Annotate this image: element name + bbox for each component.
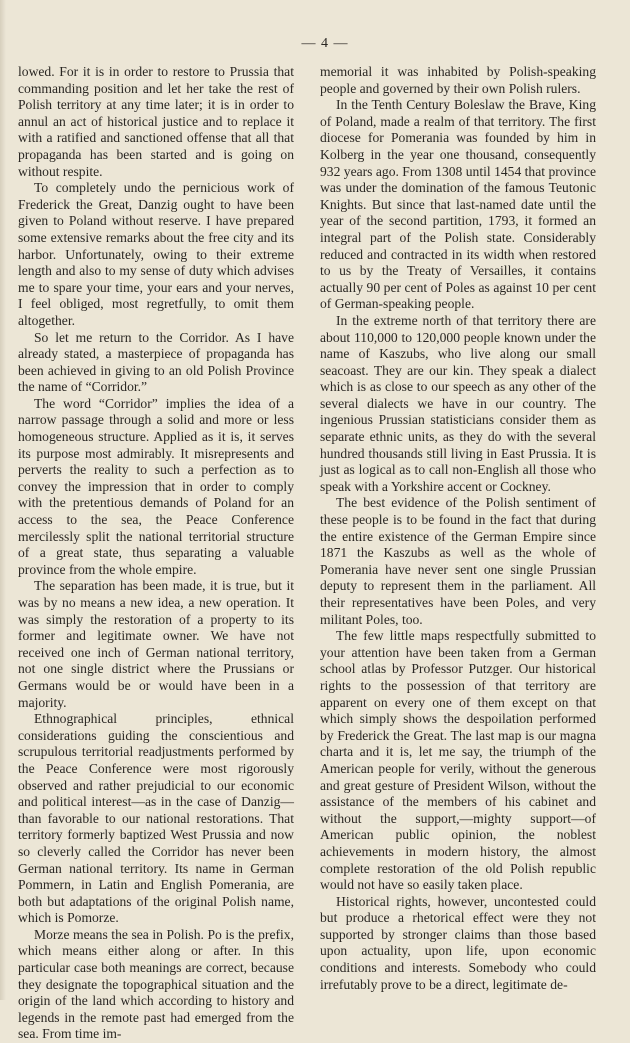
paragraph: Ethnographical principles, ethnical considerations guiding the conscientious and scrupulous territorial readjustments performed by the Peace Conference were most rigorously observed and rather prejudicial to our economic and political interest—as in the case of Danzig—than favorable to our national restorations. That territory formerly baptized West Prussia and now so cleverly called the Corridor has never been German national territory. Its name in German Pommern, in Latin and English Pomerania, are both but adaptations of the original Polish name, which is Pomorze.	[18, 711, 294, 926]
paragraph: The best evidence of the Polish sentiment of these people is to be found in the fact that during the entire existence of the German Empire since 1871 the Kaszubs as well as the whole of Pomerania have never sent one single Prussian deputy to represent them in the parliament. All their representatives have been Poles, and very militant Poles, too.	[320, 495, 596, 627]
paragraph: To completely undo the pernicious work of Frederick the Great, Danzig ought to have been given to Poland without reserve. I have prepared some extensive remarks about the free city and its harbor. Unfortunately, owing to their extreme length and also to my sense of duty which advises me to spare your time, your ears and your nerves, I feel obliged, most regretfully, to omit them altogether.	[18, 180, 294, 328]
paragraph: lowed. For it is in order to restore to Prussia that commanding position and let her take the rest of Polish territory at any time later; it is in order to annul an act of historical justice and to replace it with a ratified and sanctioned offense that all that propaganda has been started and is going on without respite.	[18, 64, 294, 179]
paragraph: So let me return to the Corridor. As I have already stated, a masterpiece of propaganda has been achieved in giving to an old Polish Province the name of “Corridor.”	[18, 329, 294, 395]
paragraph: Historical rights, however, uncontested could but produce a rhetorical effect were they not supported by stronger claims than those based upon actuality, upon life, upon economic conditions and interests. Somebody who could irrefutably prove to be a direct, legitimate de-	[320, 893, 596, 992]
page-fold-shadow	[0, 0, 6, 1000]
left-column	[18, 64, 294, 1043]
page-number: — 4 —	[301, 36, 349, 51]
paragraph: In the Tenth Century Boleslaw the Brave, King of Poland, made a realm of that territory. The first diocese for Pomerania was founded by him in Kolberg in the year one thousand, consequently 932 years ago. From 1308 until 1454 that province was under the domination of the famous Teutonic Knights. But since that last-named date until the year of the second partition, 1793, it formed an integral part of the Polish state. Considerably reduced and contracted in its width when restored to us by the Treaty of Versailles, it contains actually 90 per cent of Poles as against 10 per cent of German-speaking people.	[320, 97, 596, 312]
paragraph: In the extreme north of that territory there are about 110,000 to 120,000 people known under the name of Kaszubs, who live along our small seacoast. They are our kin. They speak a dialect which is as close to our speech as any other of the several dialects we have in our country. The ingenious Prussian statisticians consider them as separate ethnic units, as they do with the several hundred thousands still living in East Prussia. It is just as logical as to call non-English all those who speak with a Yorkshire accent or Cockney.	[320, 312, 596, 494]
paragraph: The separation has been made, it is true, but it was by no means a new idea, a new operation. It was simply the restoration of a property to its former and legitimate owner. We have not received one inch of German national territory, not one single district where the Prussians or Germans would be or would have been in a majority.	[18, 578, 294, 710]
right-column	[320, 64, 596, 993]
paragraph: memorial it was inhabited by Polish-speaking people and governed by their own Polish rulers.	[320, 64, 596, 96]
paragraph: The few little maps respectfully submitted to your attention have been taken from a German school atlas by Professor Putzger. Our historical rights to the possession of that territory are apparent on every one of them except on that which simply shows the despoilation performed by Frederick the Great. The last map is our magna charta and it is, let me say, the triumph of the American people for verily, without the generous and great gesture of President Wilson, without the assistance of the members of his cabinet and without the support,—mighty support—of American public opinion, the noblest achievements in modern history, the almost complete restoration of the old Polish republic would not have so easily taken place.	[320, 628, 596, 893]
paragraph: Morze means the sea in Polish. Po is the prefix, which means either along or after. In this particular case both meanings are correct, because they designate the topographical situation and the origin of the land which according to history and legends in the remote past had emerged from the sea. From time im-	[18, 926, 294, 1042]
paragraph: The word “Corridor” implies the idea of a narrow passage through a solid and more or less homogeneous structure. Applied as it is, it serves its purpose most admirably. It misrepresents and perverts the reality to such a perfection as to convey the impression that in order to comply with the pretentious demands of Poland for an access to the sea, the Peace Conference mercilessly split the national territorial structure of a great state, thus separating a valuable province from the whole empire.	[18, 395, 294, 577]
